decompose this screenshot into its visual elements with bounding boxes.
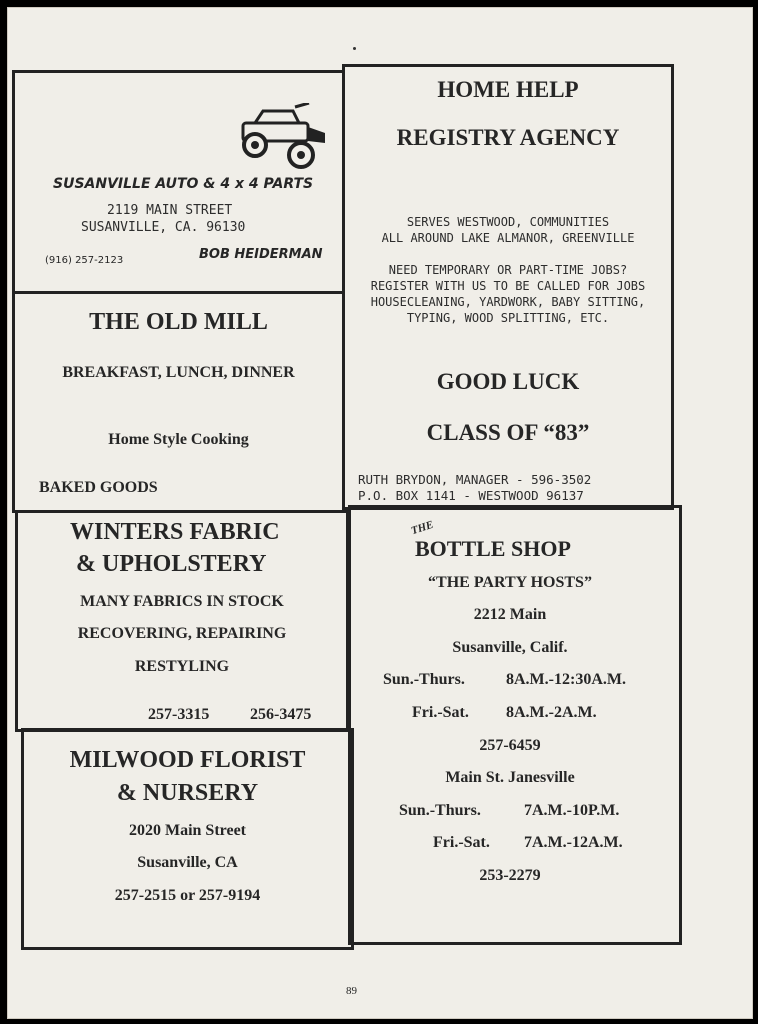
winters-name-2: & UPHOLSTERY bbox=[76, 551, 267, 577]
bottle-shop-hours-4-time: 7A.M.-12A.M. bbox=[524, 834, 623, 851]
auto-parts-name: SUSANVILLE AUTO & 4 x 4 PARTS bbox=[53, 176, 314, 192]
winters-phone-1: 257-3315 bbox=[148, 706, 210, 723]
old-mill-extra: BAKED GOODS bbox=[39, 479, 158, 496]
ad-milwood-florist bbox=[21, 728, 354, 950]
old-mill-tagline: Home Style Cooking bbox=[108, 431, 249, 448]
home-help-jobs-4: TYPING, WOOD SPLITTING, ETC. bbox=[406, 311, 610, 325]
home-help-jobs-1: NEED TEMPORARY OR PART-TIME JOBS? bbox=[388, 263, 628, 277]
jeep-icon bbox=[233, 103, 333, 173]
bottle-shop-hours-1-time: 8A.M.-12:30A.M. bbox=[506, 671, 626, 688]
milwood-phones: 257-2515 or 257-9194 bbox=[114, 887, 261, 904]
milwood-name-2: & NURSERY bbox=[116, 780, 259, 806]
winters-line-2: RECOVERING, REPAIRING bbox=[77, 625, 287, 642]
old-mill-meals: BREAKFAST, LUNCH, DINNER bbox=[62, 364, 295, 381]
ad-old-mill bbox=[12, 291, 345, 513]
home-help-title-2: REGISTRY AGENCY bbox=[396, 125, 620, 150]
home-help-serves-1: SERVES WESTWOOD, COMMUNITIES bbox=[406, 215, 610, 229]
home-help-title-1: HOME HELP bbox=[437, 77, 579, 102]
bottle-shop-hours-2-days: Fri.-Sat. bbox=[412, 704, 469, 721]
home-help-jobs-3: HOUSECLEANING, YARDWORK, BABY SITTING, bbox=[370, 295, 646, 309]
home-help-jobs-2: REGISTER WITH US TO BE CALLED FOR JOBS bbox=[370, 279, 646, 293]
bottle-shop-hours-2-time: 8A.M.-2A.M. bbox=[506, 704, 597, 721]
home-help-luck-1: GOOD LUCK bbox=[436, 369, 580, 394]
ad-auto-parts bbox=[12, 70, 345, 294]
bottle-shop-hours-4-days: Fri.-Sat. bbox=[433, 834, 490, 851]
ad-winters-fabric bbox=[15, 510, 349, 732]
winters-line-3: RESTYLING bbox=[134, 658, 230, 675]
home-help-serves-2: ALL AROUND LAKE ALMANOR, GREENVILLE bbox=[381, 231, 635, 245]
bottle-shop-slogan: “THE PARTY HOSTS” bbox=[428, 574, 592, 591]
home-help-manager: RUTH BRYDON, MANAGER - 596-3502 bbox=[358, 472, 592, 487]
bottle-shop-location-2: Main St. Janesville bbox=[445, 769, 575, 786]
bottle-shop-phone-1: 257-6459 bbox=[479, 737, 541, 754]
bottle-shop-name: BOTTLE SHOP bbox=[415, 536, 571, 561]
winters-line-1: MANY FABRICS IN STOCK bbox=[80, 593, 284, 610]
bottle-shop-hours-3-days: Sun.-Thurs. bbox=[399, 802, 481, 819]
milwood-address: 2020 Main Street bbox=[128, 822, 246, 839]
speck bbox=[353, 47, 356, 50]
bottle-shop-hours-1-days: Sun.-Thurs. bbox=[383, 671, 465, 688]
ad-home-help bbox=[342, 64, 674, 510]
auto-parts-address-2: SUSANVILLE, CA. 96130 bbox=[81, 220, 246, 235]
winters-phone-2: 256-3475 bbox=[250, 706, 312, 723]
auto-parts-phone: (916) 257-2123 bbox=[45, 255, 124, 266]
bottle-shop-address-1: 2212 Main bbox=[473, 606, 547, 623]
auto-parts-owner: BOB HEIDERMAN bbox=[199, 247, 323, 262]
bottle-shop-prefix: THE bbox=[409, 518, 435, 538]
winters-name-1: WINTERS FABRIC bbox=[70, 519, 280, 545]
page-number: 89 bbox=[346, 985, 357, 997]
home-help-luck-2: CLASS OF “83” bbox=[426, 420, 590, 445]
auto-parts-address-1: 2119 MAIN STREET bbox=[107, 203, 233, 218]
old-mill-name: THE OLD MILL bbox=[89, 309, 268, 335]
milwood-name-1: MILWOOD FLORIST bbox=[69, 747, 306, 773]
home-help-address: P.O. BOX 1141 - WESTWOOD 96137 bbox=[358, 488, 584, 503]
ad-bottle-shop bbox=[348, 505, 682, 945]
bottle-shop-hours-3-time: 7A.M.-10P.M. bbox=[524, 802, 620, 819]
milwood-city: Susanville, CA bbox=[137, 854, 238, 871]
bottle-shop-city-1: Susanville, Calif. bbox=[452, 639, 568, 656]
bottle-shop-phone-2: 253-2279 bbox=[479, 867, 541, 884]
